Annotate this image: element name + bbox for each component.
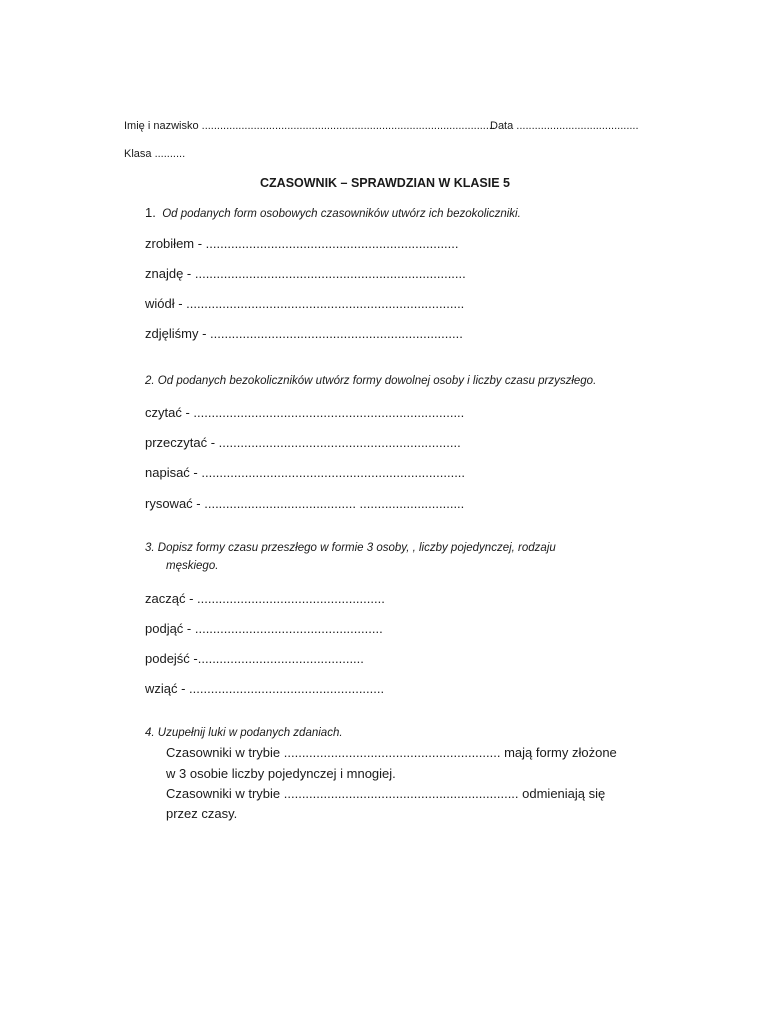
q1-item: wiódł - ............................................................................. xyxy=(145,296,465,311)
q2-item: przeczytać - ................................................................... xyxy=(145,435,461,450)
q4-line-3: Czasowniki w trybie ................................................................. odmieniają się xyxy=(166,786,606,801)
q4-line-4: przez czasy. xyxy=(166,806,238,821)
q3-item: zacząć - .................................................... xyxy=(145,591,385,606)
q2-instruction: 2. Od podanych bezokoliczników utwórz formy dowolnej osoby i liczby czasu przyszłego. xyxy=(145,375,597,387)
q1-item: zrobiłem - ...................................................................... xyxy=(145,236,459,251)
q4-instruction: 4. Uzupełnij luki w podanych zdaniach. xyxy=(145,727,343,739)
date-field-label: Data ........................................ xyxy=(490,120,639,132)
class-field-label: Klasa .......... xyxy=(124,148,186,160)
q1-number: 1. xyxy=(145,205,156,220)
q2-item: napisać - ......................................................................... xyxy=(145,465,466,480)
name-field-label: Imię i nazwisko ................................................................................................ xyxy=(124,120,496,132)
q2-item: rysować - .......................................... ............................. xyxy=(145,496,465,511)
q3-instruction-line1: 3. Dopisz formy czasu przeszłego w formie 3 osoby, , liczby pojedynczej, rodzaju xyxy=(145,542,556,554)
q1-instruction xyxy=(145,205,521,220)
q4-line-2: w 3 osobie liczby pojedynczej i mnogiej. xyxy=(166,766,396,781)
q1-instruction-text: Od podanych form osobowych czasowników utwórz ich bezokoliczniki. xyxy=(162,208,521,220)
q1-item: zdjęliśmy - ...................................................................... xyxy=(145,326,463,341)
q1-item: znajdę - ........................................................................... xyxy=(145,266,466,281)
page-title: CZASOWNIK – SPRAWDZIAN W KLASIE 5 xyxy=(260,176,511,190)
q3-item: podjąć - .................................................... xyxy=(145,621,383,636)
q3-item: wziąć - ...................................................... xyxy=(145,681,385,696)
q3-item: podejść -.............................................. xyxy=(145,651,364,666)
q4-line-1: Czasowniki w trybie ............................................................ mają formy złożone xyxy=(166,745,617,760)
q3-instruction-line2: męskiego. xyxy=(166,560,219,572)
q2-item: czytać - ........................................................................... xyxy=(145,405,465,420)
